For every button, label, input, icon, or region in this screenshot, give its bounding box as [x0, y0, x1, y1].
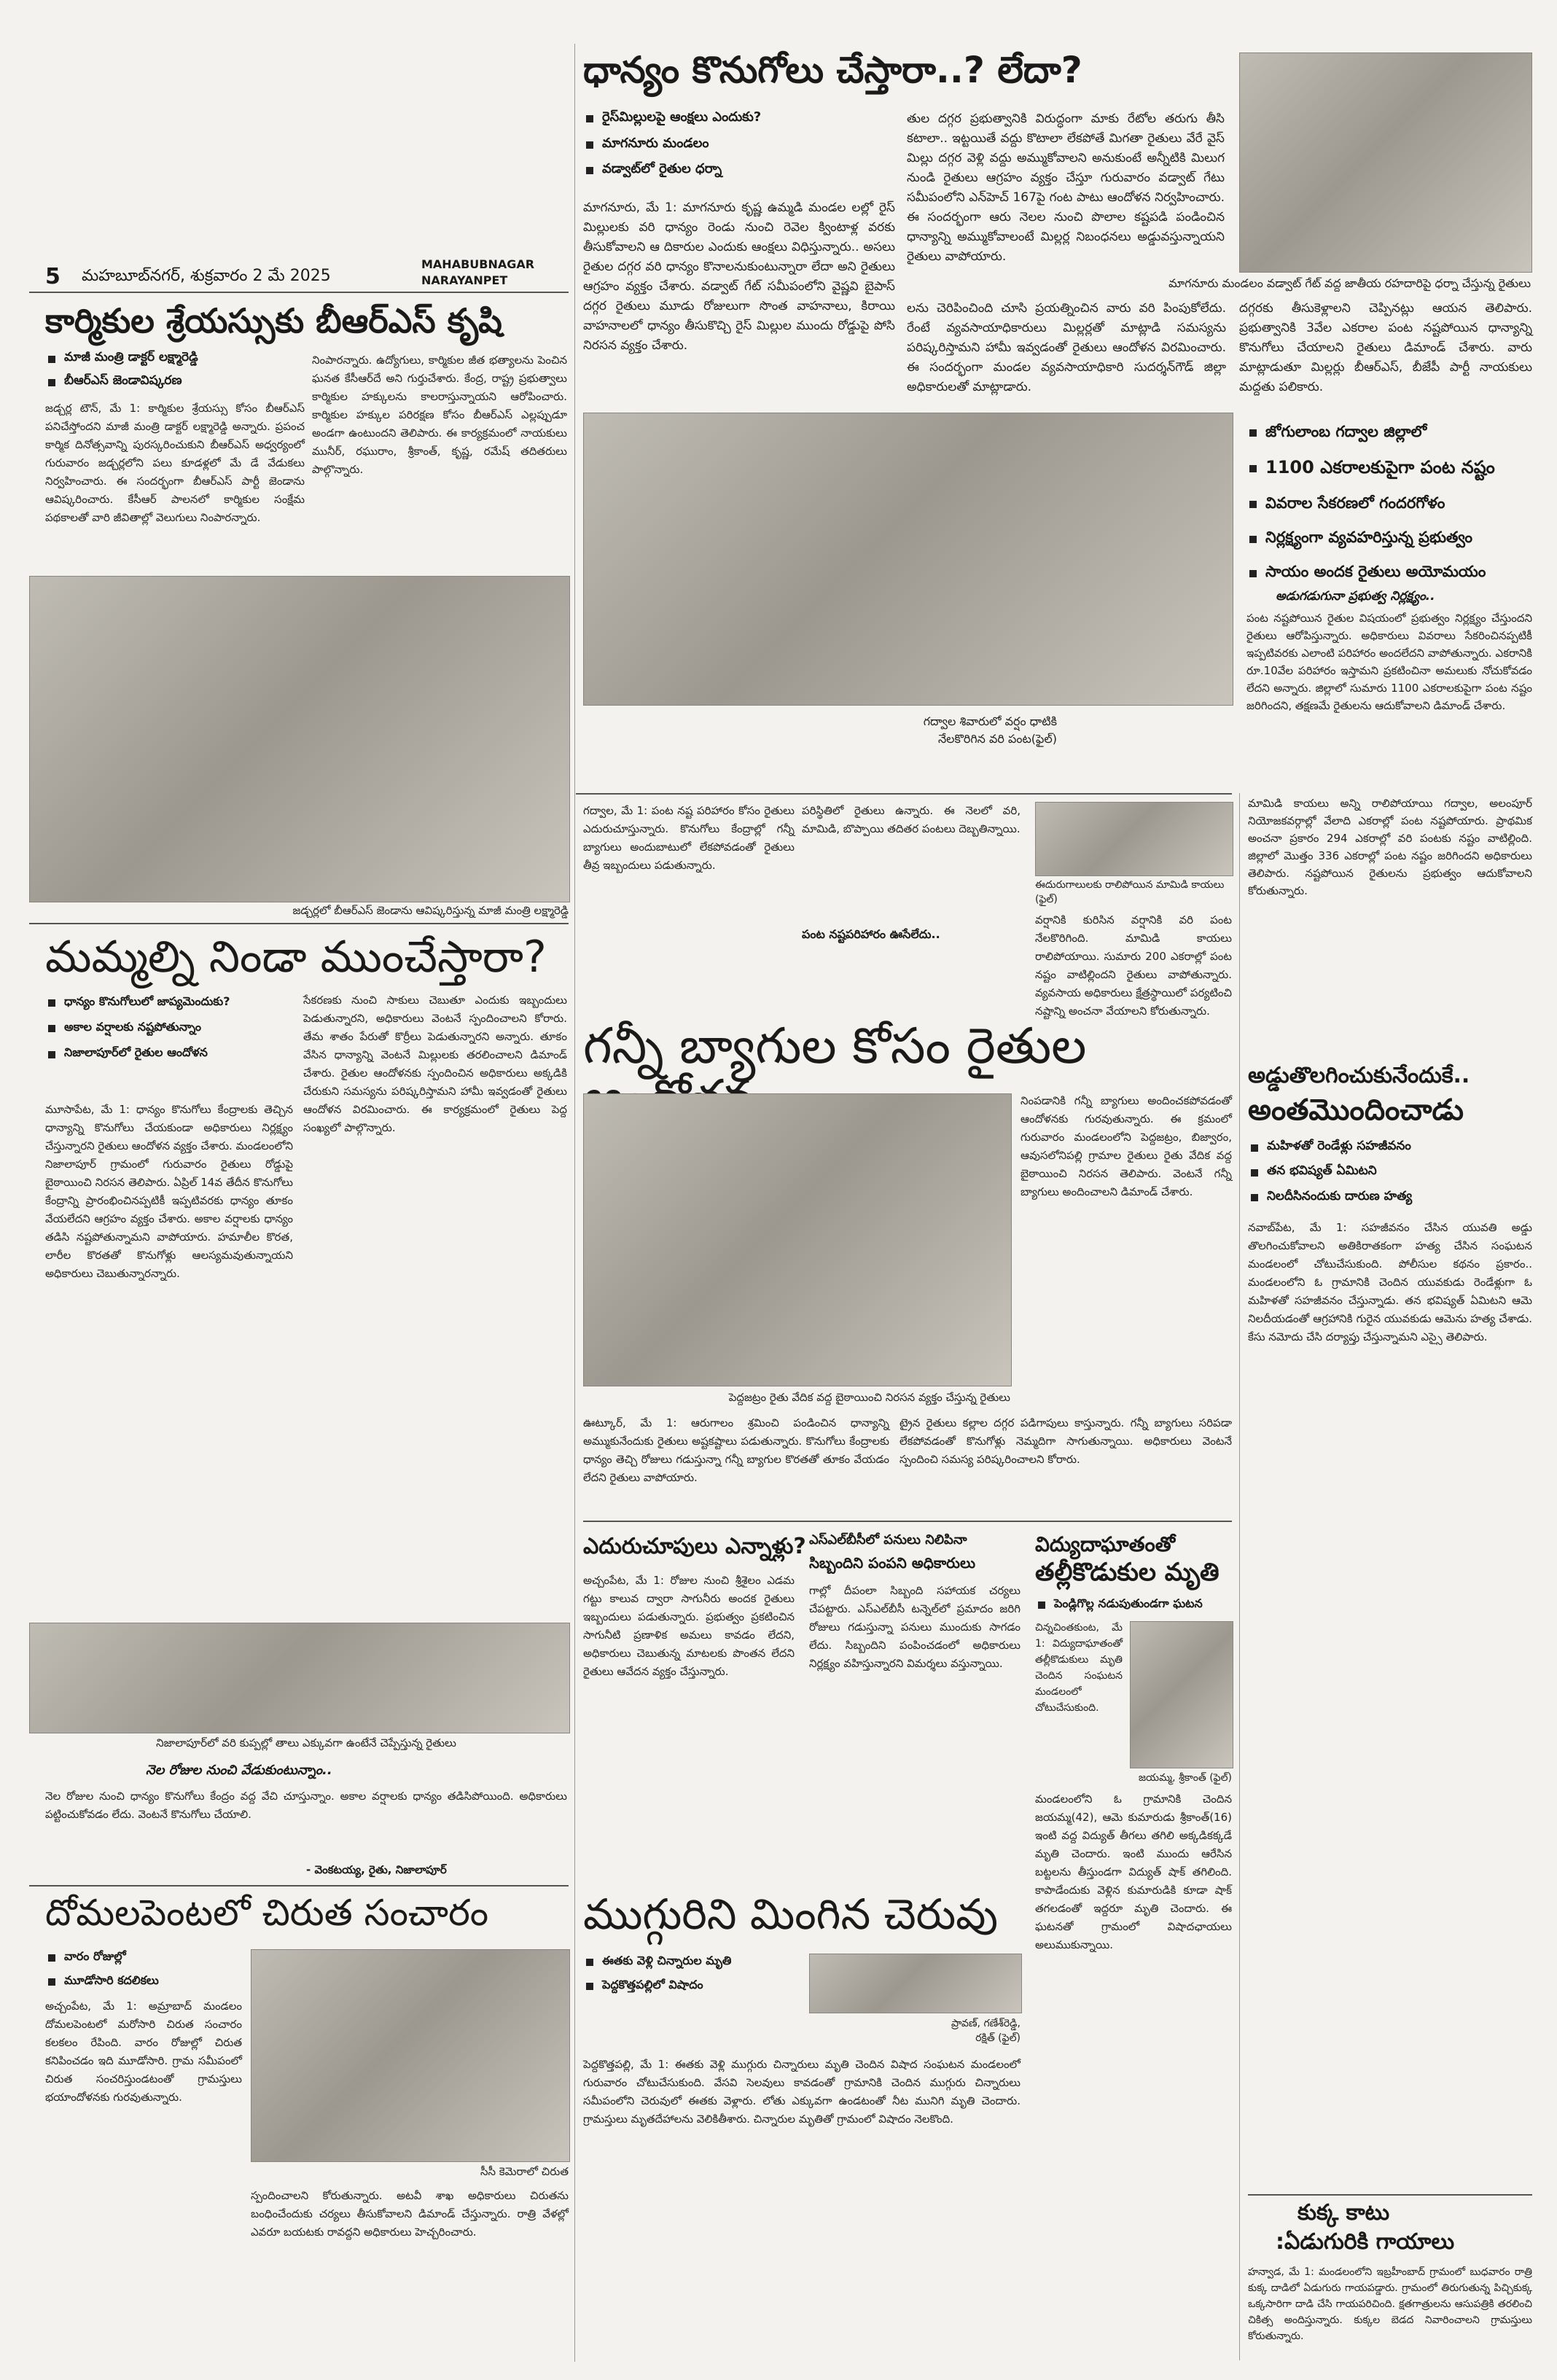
edition-mahabubnagar: MAHABUBNAGAR: [421, 257, 535, 271]
dhanyam-body-col4: దగ్గరకు తీసుకెళ్లాలని చెప్పినట్లు ఆయన తెలిపారు. ప్రభుత్వానికి 3వేల ఎకరాల పంట నష్టపోయిన ధాన్యాన్ని కొనుగోలు చేయాలని రైతులు డిమాండ్ చేశారు. వారు మాట్లాడుతూ మిల్లర్లు బీఆర్‌ఎస్, బీజేపీ పార్టీ నాయకులు మద్దతు పలికారు.: [1239, 301, 1532, 394]
dhanyam-body-col3: లను చెరిపించింది చూసి ప్రయత్నించిన వారు వరి పింపుకోలేదు. రేంటే వ్యవసాయాధికారులు మిల్లర్లతో మాట్లాడి సమస్యను పరిష్కరిస్తామని హామీ ఇవ్వడంతో రైతులు ఆందోళన విరమించారు. ఈ సందర్భంగా మండల వ్యవసాయాధికారి సుదర్శన్‌గౌడ్ జిల్లా అధికారులతో మాట్లాడారు.: [907, 301, 1226, 394]
gadwal-photo-caption-line1: గద్వాల శివారులో వర్షం ధాటికి: [923, 714, 1057, 728]
gunny-photo: [583, 1093, 1012, 1386]
jadcherla-photo: [29, 576, 570, 902]
gadwal-photo: [583, 413, 1233, 706]
karmikulu-bullets: [45, 350, 337, 389]
addutholagi-bullet: తన భవిష్యత్ ఏమిటని: [1248, 1163, 1532, 1178]
dhanyam-bullets: [583, 109, 897, 177]
gadwal-photo-caption-line2: నేలకొరిగిన వరి పంట(ఫైల్): [937, 732, 1057, 746]
slbc-body: గాల్లో దీపంలా సిబ్బంది సహాయక చర్యలు చేపట్టారు. ఎస్‌ఎల్‌బీసీ టన్నెల్‌లో ప్రమాదం జరిగి రోజులు గడుస్తున్నా పనులు ముందుకు సాగడం లేదు. సిబ్బందిని పంపించడంలో అధికారులు నిర్లక్ష్యం వహిస్తున్నారని విమర్శలు వస్తున్నాయి.: [809, 1584, 1021, 1670]
cheetah-body-col2: స్పందించాలని కోరుతున్నారు. అటవీ శాఖ అధికారులు చిరుతను బంధించేందుకు చర్యలు తీసుకోవాలని డిమాండ్ చేస్తున్నారు. రాత్రి వేళల్లో ఎవరూ బయటకు రావద్దని అధికారులు హెచ్చరించారు.: [251, 2189, 569, 2239]
divider: [29, 292, 569, 293]
cheruvu-photo-caption-line2: రక్షిత్ (ఫైల్): [975, 2032, 1021, 2044]
mammalni-headline: మమ్మల్ని నిండా ముంచేస్తారా?: [45, 932, 547, 983]
cheruvu-photo: [809, 1954, 1022, 2013]
mammalni-bullet: నిజాలాపూర్‌లో రైతుల ఆందోళన: [45, 1045, 286, 1059]
mammalni-bullet: ధాన్యం కొనుగోలులో జాప్యమెందుకు?: [45, 994, 286, 1008]
dhanyam-body-col1: మాగనూరు, మే 1: మాగనూరు కృష్ణ ఉమ్మడి మండల లల్లో రైస్ మిల్లులకు వరి ధాన్యం రెండు నుంచి రెవెల క్వింటాళ్ల వరకు తీసుకోవాలని ఆ దికారుల ఎందుకు ఆంక్షలు విధిస్తున్నారు.. అసలు రైతుల దగ్గర వరి ధాన్యం కొనాలనుకుంటున్నారా లేదా అని రైతులు ఆగ్రహం వ్యక్తం చేశారు. వడ్వాట్ గేట్ సమీపంలోని వైష్ణవి బైపాస్ దగ్గర రైతులు మూడు రోజులుగా సొంత వాహనాలు, కిరాయి వాహనాలలో ధాన్యం తీసుకొచ్చి రైస్ మిల్లుల ముందు రోడ్డుపై పోసి నిరసన వ్యక్తం చేశారు.: [583, 200, 895, 353]
divider: [29, 923, 569, 924]
kukka-headline-2: :ఏడుగురికి గాయాలు: [1276, 2229, 1455, 2255]
addutholagi-body: నవాబ్‌పేట, మే 1: సహజీవనం చేసిన యువతి అడ్డు తొలగించుకోవాలని అతికిరాతకంగా హత్య చేసిన సంఘటన మండలంలో చోటుచేసుకుంది. పోలీసుల కథనం ప్రకారం.. మండలంలోని ఓ గ్రామానికి చెందిన యువకుడు రెండేళ్లుగా ఓ మహిళతో సహజీవనం చేస్తున్నాడు. తన భవిష్యత్ ఏమిటని ఆమె నిలదీయడంతో ఆగ్రహానికి గురైన యువకుడు ఆమెను హత్య చేశాడు. కేసు నమోదు చేసి దర్యాప్తు చేస్తున్నామని ఎస్సై తెలిపారు.: [1248, 1221, 1532, 1343]
cctv-photo: [251, 1949, 570, 2162]
cheruvu-bullet: పెద్దకొత్తపల్లిలో విషాదం: [583, 1978, 802, 1991]
page-number: 5: [45, 264, 61, 289]
vidyut-headline-1: విద్యుదాఘాతంతో: [1035, 1532, 1176, 1556]
addutholagi-headline-2: అంతమొందించాడు: [1248, 1093, 1464, 1127]
jogulamba-bullet: 1100 ఎకరాలకుపైగా పంట నష్టం: [1246, 457, 1538, 478]
karmikulu-body-col1: జడ్చర్ల టౌన్, మే 1: కార్మికుల శ్రేయస్సు కోసం బీఆర్‌ఎస్ పనిచేస్తోందని మాజీ మంత్రి డాక్టర్ లక్ష్మారెడ్డి అన్నారు. ప్రపంచ కార్మిక దినోత్సవాన్ని పురస్కరించుకుని బీఆర్‌ఎస్ అధ్వర్యంలో గురువారం జడ్చర్లలోని పలు కూడళ్లలో మే డే వేడుకలు నిర్వహించారు. ఈ సందర్భంగా బీఆర్‌ఎస్ పార్టీ జెండాను ఆవిష్కరించారు. కేసీఆర్ పాలనలో కార్మికుల సంక్షేమ పథకాలతో వారి జీవితాల్లో వెలుగులు నింపారన్నారు.: [45, 402, 305, 524]
mango-body: వర్షానికి కురిసిన వర్షానికి వరి పంట నేలకొరిగింది. మామిడి కాయలు రాలిపోయాయి. సుమారు 200 ఎకరాల్లో పంట నష్టం వాటిల్లిందని రైతులు వాపోతున్నారు. వ్యవసాయ అధికారులు క్షేత్రస్థాయిలో పర్యటించి నష్టాన్ని అంచనా వేయాలని కోరుతున్నారు.: [1035, 913, 1232, 1018]
gunny-subhead: పంట నష్టపరిహారం ఊసేలేదు..: [802, 927, 940, 941]
karmikulu-bullet: మాజీ మంత్రి డాక్టర్ లక్ష్మారెడ్డి: [45, 350, 337, 364]
dhanyam-bullet: మాగనూరు మండలం: [583, 136, 897, 152]
karmikulu-bullet: బీఆర్‌ఎస్ జెండావిష్కరణ: [45, 373, 337, 388]
mammalni-bullet: అకాల వర్షాలకు నష్టపోతున్నాం: [45, 1020, 286, 1034]
gunny-photo-caption: పెద్దజట్రం రైతు వేదిక వద్ద బైఠాయించి నిరసన వ్యక్తం చేస్తున్న రైతులు: [728, 1391, 1010, 1404]
nizalapur-subhead: నెల రోజుల నుంచి వేడుకుంటున్నాం..: [146, 1763, 332, 1778]
jadcherla-photo-caption: జడ్చర్లలో బీఆర్‌ఎస్ జెండాను ఆవిష్కరిస్తున్న మాజీ మంత్రి లక్ష్మారెడ్డి: [292, 904, 569, 917]
cheruvu-headline: ముగ్గురిని మింగిన చెరువు: [583, 1889, 999, 1939]
nizalapur-quote-author: - వెంకటయ్య, రైతు, నిజాలాపూర్: [306, 1863, 447, 1876]
cheruvu-bullet: ఈతకు వెళ్లి చిన్నారుల మృతి: [583, 1954, 802, 1967]
gunny-bottom-col1: ఊట్కూర్, మే 1: ఆరుగాలం శ్రమించి పండించిన ధాన్యాన్ని అమ్ముకునేందుకు రైతులు అష్టకష్టాలు పడుతున్నారు. కొనుగోలు కేంద్రాలకు ధాన్యం తెచ్చి రోజులు గడుస్తున్నా గన్నీ బ్యాగుల కొరతతో తూకం వేయడం లేదని రైతులు వాపోయారు.: [583, 1416, 889, 1484]
mango-photo: [1035, 802, 1233, 876]
jogulamba-bullet: వివరాల సేకరణలో గందరగోళం: [1246, 494, 1538, 512]
cheetah-bullet: వారం రోజుల్లో: [45, 1949, 264, 1963]
edition-label: [421, 257, 534, 289]
addutholagi-headline-1: అడ్డుతొలగించుకునేందుకే..: [1248, 1063, 1470, 1088]
slbc-headline-1: ఎస్‌ఎల్‌బీసీలో పనులు నిలిపినా: [809, 1532, 967, 1548]
vidyut-headline-2: తల్లీకొడుకుల మృతి: [1035, 1558, 1220, 1587]
dhanyam-photo: [1239, 52, 1532, 273]
vidyut-bullet: పెండ్లిగొల్ల నడుపుతుండగా ఘటన: [1035, 1596, 1239, 1610]
dhanyam-photo-caption: మాగనూరు మండలం వడ్వాట్ గేట్ వద్ద జాతీయ రహదారిపై ధర్నా చేస్తున్న రైతులు: [1168, 276, 1531, 290]
cheruvu-photo-caption: [809, 2016, 1021, 2045]
cheruvu-bullets: [583, 1954, 802, 1991]
kukka-headline-1: కుక్క కాటు: [1298, 2200, 1390, 2225]
mammalni-bullets: [45, 994, 286, 1060]
jogulamba-bullet: నిర్లక్ష్యంగా వ్యవహరిస్తున్న ప్రభుత్వం: [1246, 528, 1538, 547]
dhanyam-bullet: వడ్వాట్‌లో రైతుల ధర్నా: [583, 161, 897, 177]
dhanyam-body-col2: తుల దగ్గర ప్రభుత్వానికి విరుద్ధంగా మాకు రేటోల తరుగు తీసి కటాలా.. ఇట్టయితే వద్దు కొటాలా లేకపోతే మిగతా రైతులు వేరే వైస్ మిల్లు దగ్గర వెళ్లి వద్దు అమ్ముకోవాలని అనుకుంటే అన్నీటికి మిలుగ నుండి రైతులు ఆగ్రహం వ్యక్తం చేస్తూ గురువారం వడ్వాట్ గేటు సమీపంలోని ఎన్‌హెచ్ 167పై గంట పాటు ఆందోళన నిర్వహించారు. ఈ సందర్భంగా ఆరు నెలల నుంచి పొలాల కష్టపడి పండించిన ధాన్యాన్ని అమ్ముకోవాలంటే మిల్లర్ల నిబంధనలు అడ్డువస్తున్నాయని రైతులు వాపోయారు.: [907, 112, 1225, 264]
gunny-bottom-col2: ట్రైన రైతులు కల్లాల దగ్గర పడిగాపులు కాస్తున్నారు. గన్నీ బ్యాగులు సరిపడా లేకపోవడంతో కొనుగోళ్లు నెమ్మదిగా సాగుతున్నాయి. అధికారులు వెంటనే స్పందించి సమస్య పరిష్కరించాలని కోరారు.: [900, 1416, 1232, 1466]
mammalni-body-col1: మూసాపేట, మే 1: ధాన్యం కొనుగోలు కేంద్రాలకు తెచ్చిన ధాన్యాన్ని కొనుగోలు చేయకుండా అధికారులు నిర్లక్ష్యం చేస్తున్నారని రైతులు ఆందోళన వ్యక్తం చేశారు. మండలంలోని నిజాలాపూర్ గ్రామంలో గురువారం రైతులు రోడ్డుపై బైఠాయించి నిరసన తెలిపారు. ఏప్రిల్ 14వ తేదీన కొనుగోలు కేంద్రాన్ని ప్రారంభించినప్పటికీ ఇప్పటివరకు ధాన్యం తూకం వేయలేదని ఆగ్రహం వ్యక్తం చేశారు. అకాల వర్షాలకు ధాన్యం తడిసి నష్టపోతున్నామని వాపోయారు. హమాలీల కొరత, లారీల కొరతతో కొనుగోళ్లు ఆలస్యమవుతున్నాయని అధికారులు చెబుతున్నారన్నారు.: [45, 1103, 293, 1280]
vidyut-photo: [1130, 1621, 1233, 1768]
nizalapur-photo-caption: నిజాలాపూర్‌లో వరి కుప్పల్లో తాలు ఎక్కువగా ఉంటేనే చెప్పేస్తున్న రైతులు: [156, 1736, 456, 1749]
gunny-headline: గన్నీ బ్యాగుల కోసం రైతుల: [583, 1018, 1087, 1075]
addutholagi-bullet: మహిళతో రెండేళ్లు సహజీవనం: [1248, 1139, 1532, 1153]
gunny-body-col1: గద్వాల, మే 1: పంట నష్ట పరిహారం కోసం రైతులు ఎదురుచూస్తున్నారు. కొనుగోలు కేంద్రాల్లో గన్నీ బ్యాగులు అందుబాటులో లేకపోవడంతో రైతులు తీవ్ర ఇబ్బందులు పడుతున్నారు.: [583, 804, 795, 872]
divider: [576, 793, 1232, 795]
divider: [1248, 2194, 1532, 2196]
cheruvu-body: పెద్దకొత్తపల్లి, మే 1: ఈతకు వెళ్లి ముగ్గురు చిన్నారులు మృతి చెందిన విషాద సంఘటన మండలంలో గురువారం చోటుచేసుకుంది. వేసవి సెలవులు కావడంతో గ్రామానికి చెందిన ముగ్గురు చిన్నారులు సమీపంలోని చెరువులో ఈతకు వెళ్లారు. లోతు ఎక్కువగా ఉండటంతో నీట మునిగి మృతి చెందారు. గ్రామస్తులు మృతదేహాలను వెలికితీశారు. చిన్నారుల మృతితో గ్రామంలో విషాదం నెలకొంది.: [583, 2058, 1021, 2126]
gadwal-photo-caption: [765, 713, 1057, 748]
kukka-body: హన్వాడ, మే 1: మండలంలోని ఇబ్రహీంబాద్ గ్రామంలో బుధవారం రాత్రి కుక్క దాడిలో ఏడుగురు గాయపడ్డారు. గ్రామంలో తిరుగుతున్న పిచ్చికుక్క ఒక్కసారిగా దాడి చేసి గాయపరిచింది. క్షతగాత్రులను ఆసుపత్రికి తరలించి చికిత్స అందిస్తున్నారు. కుక్కల బెడద నివారించాలని గ్రామస్తులు కోరుతున్నారు.: [1248, 2266, 1532, 2342]
mammalni-body-col2: సేకరణకు నుంచి సాకులు చెబుతూ ఎందుకు ఇబ్బందులు పెడుతున్నారని, అధికారులు వెంటనే స్పందించాలని కోరారు. తేమ శాతం పేరుతో కొర్రీలు పెడుతున్నారని అన్నారు. తూకం వేసిన ధాన్యాన్ని వెంటనే మిల్లులకు తరలించాలని డిమాండ్ చేశారు. రైతుల ఆందోళనకు స్పందించిన అధికారులు అక్కడికి చేరుకుని సమస్యను పరిష్కరిస్తామని హామీ ఇవ్వడంతో రైతులు ఆందోళన విరమించారు. ఈ కార్యక్రమంలో రైతులు పెద్ద సంఖ్యలో పాల్గొన్నారు.: [303, 994, 567, 1134]
vidyut-photo-caption: జయమ్మ, శ్రీకాంత్ (ఫైల్): [1138, 1772, 1232, 1784]
mango-photo-caption: ఈదురుగాలులకు రాలిపోయిన మామిడి కాయలు (ఫైల్): [1035, 879, 1225, 905]
addutholagi-bullet: నిలదీసినందుకు దారుణ హత్య: [1248, 1189, 1532, 1203]
karmikulu-body-col2: నింపారన్నారు. ఉద్యోగులు, కార్మికుల జీత భత్యాలను పెంచిన ఘనత కేసీఆర్‌దే అని గుర్తుచేశారు. కేంద్ర, రాష్ట్ర ప్రభుత్వాలు కార్మికుల హక్కులను కాలరాస్తున్నాయని ఆరోపించారు. కార్మికుల హక్కుల పరిరక్షణ కోసం బీఆర్‌ఎస్ ఎల్లప్పుడూ అండగా ఉంటుందని తెలిపారు. ఈ కార్యక్రమంలో నాయకులు మునీర్, రఘురాం, శ్రీకాంత్, కృష్ణ, రమేష్ తదితరులు పాల్గొన్నారు.: [312, 354, 567, 476]
divider: [583, 1521, 1232, 1522]
nizalapur-quote: నెల రోజుల నుంచి ధాన్యం కొనుగోలు కేంద్రం వద్ద వేచి చూస్తున్నాం. అకాల వర్షాలకు ధాన్యం తడిసిపోయింది. అధికారులు పట్టించుకోవడం లేదు. వెంటనే కొనుగోలు చేయాలి.: [45, 1790, 567, 1821]
jogulamba-bullet: జోగులాంబ గద్వాల జిల్లాలో: [1246, 423, 1538, 441]
cheruvu-photo-caption-line1: ప్రావణ్, గణేశ్‌రెడ్డి,: [951, 2018, 1021, 2029]
column-divider: [1239, 793, 1240, 2360]
cheetah-body-col1: అచ్చంపేట, మే 1: అమ్రాబాద్ మండలం దోమలపెంటలో మరోసారి చిరుత సంచారం కలకలం రేపింది. వారం రోజుల్లో చిరుత కనిపించడం ఇది మూడోసారి. గ్రామ సమీపంలో చిరుత సంచరిస్తుండటంతో గ్రామస్తులు భయాందోళనకు గురవుతున్నారు.: [45, 1999, 242, 2104]
column-divider: [574, 44, 575, 2362]
eduruchupulu-body: అచ్చంపేట, మే 1: రోజుల నుంచి శ్రీశైలం ఎడమ గట్టు కాలువ ద్వారా సాగునీరు అందక రైతులు ఇబ్బందులు పడుతున్నారు. ప్రభుత్వం ప్రకటించిన సాగునీటి ప్రణాళిక అమలు కావడం లేదని, అధికారులు చెబుతున్న మాటలకు పొంతన లేదని రైతులు ఆవేదన వ్యక్తం చేస్తున్నారు.: [583, 1574, 795, 1678]
jogulamba-body-col2: మామిడి కాయలు అన్ని రాలిపోయాయి గద్వాల, అలంపూర్ నియోజకవర్గాల్లో వేలాది ఎకరాల్లో పంట నష్టపోయారు. ప్రాథమిక అంచనా ప్రకారం 294 ఎకరాల్లో వరి పంటకు నష్టం వాటిల్లింది. జిల్లాలో మొత్తం 336 ఎకరాల్లో పంట నష్టం జరిగిందని అధికారులు తెలిపారు. నష్టపోయిన రైతులను ప్రభుత్వం ఆదుకోవాలని కోరుతున్నారు.: [1248, 797, 1532, 897]
slbc-headline-2: సిబ్బందిని పంపని అధికారులు: [809, 1554, 976, 1572]
jogulamba-body: పంట నష్టపోయిన రైతుల విషయంలో ప్రభుత్వం నిర్లక్ష్యం చేస్తుందని రైతులు ఆరోపిస్తున్నారు. అధికారులు వివరాలు సేకరించినప్పటికీ ఇప్పటివరకు ఎలాంటి పరిహారం అందలేదని వాపోతున్నారు. ఎకరానికి రూ.10వేల పరిహారం ఇస్తామని ప్రకటించినా అమలుకు నోచుకోవడం లేదని అన్నారు. జిల్లాలో సుమారు 1100 ఎకరాలకుపైగా పంట నష్టం జరిగిందని, తక్షణమే రైతులను ఆదుకోవాలని డిమాండ్ చేశారు.: [1246, 612, 1532, 712]
karmikulu-headline: కార్మికుల శ్రేయస్సుకు బీఆర్‌ఎస్ కృషి: [45, 301, 502, 340]
addutholagi-bullets: [1248, 1139, 1532, 1203]
cctv-caption: సీసీ కెమెరాలో చిరుత: [480, 2165, 569, 2178]
vidyut-bullets: [1035, 1596, 1239, 1610]
date-line: మహబూబ్‌నగర్, శుక్రవారం 2 మే 2025: [82, 267, 331, 285]
cheetah-bullets: [45, 1949, 264, 1987]
nizalapur-photo: [29, 1623, 570, 1733]
eduruchupulu-headline: ఎదురుచూపులు ఎన్నాళ్లు?: [583, 1534, 806, 1559]
dhanyam-headline: ధాన్యం కొనుగోలు చేస్తారా..? లేదా?: [583, 49, 1082, 91]
gunny-body-col3: నింపడానికి గన్నీ బ్యాగులు అందించకపోవడంతో ఆందోళనకు గురవుతున్నారు. ఈ క్రమంలో గురువారం మండలంలోని పెద్దజట్రం, బిజ్వారం, ఆవుసలోనిపల్లి గ్రామాల రైతులు రైతు వేదిక వద్ద బైఠాయించి నిరసన తెలిపారు. వెంటనే గన్నీ బ్యాగులు అందించాలని డిమాండ్ చేశారు.: [1021, 1094, 1232, 1198]
jogulamba-bullet: సాయం అందక రైతులు అయోమయం: [1246, 563, 1538, 581]
vidyut-body-side: చిన్నచింతకుంట, మే 1: విద్యుదాఘాతంతో తల్లీకొడుకులు మృతి చెందిన సంఘటన మండలంలో చోటుచేసుకుంది.: [1035, 1622, 1123, 1714]
cheetah-bullet: మూడోసారి కదలికలు: [45, 1973, 264, 1987]
jogulamba-subhead: అడుగడుగునా ప్రభుత్వ నిర్లక్ష్యం..: [1276, 589, 1435, 604]
dhanyam-bullet: రైస్‌మిల్లులపై ఆంక్షలు ఎందుకు?: [583, 109, 897, 125]
cheetah-headline: దోమలపెంటలో చిరుత సంచారం: [45, 1892, 489, 1934]
jogulamba-bullets: [1246, 423, 1538, 582]
divider: [29, 1885, 569, 1887]
edition-narayanpet: NARAYANPET: [421, 273, 508, 287]
gunny-body-col2: పరిస్థితిలో రైతులు ఉన్నారు. ఈ నెలలో వరి, మామిడి, బొప్పాయి తదితర పంటలు దెబ్బతిన్నాయి.: [802, 804, 1021, 835]
vidyut-body: మండలంలోని ఓ గ్రామానికి చెందిన జయమ్మ(42), ఆమె కుమారుడు శ్రీకాంత్(16) ఇంటి వద్ద విద్యుత్ తీగలు తగిలి అక్కడికక్కడే మృతి చెందారు. ఇంటి ముందు ఆరేసిన బట్టలను తీస్తుండగా విద్యుత్ షాక్ తగిలింది. కాపాడేందుకు వెళ్లిన కుమారుడికి కూడా షాక్ తగలడంతో ఇద్దరూ మృతి చెందారు. ఈ ఘటనతో గ్రామంలో విషాదఛాయలు అలుముకున్నాయి.: [1035, 1792, 1232, 1951]
